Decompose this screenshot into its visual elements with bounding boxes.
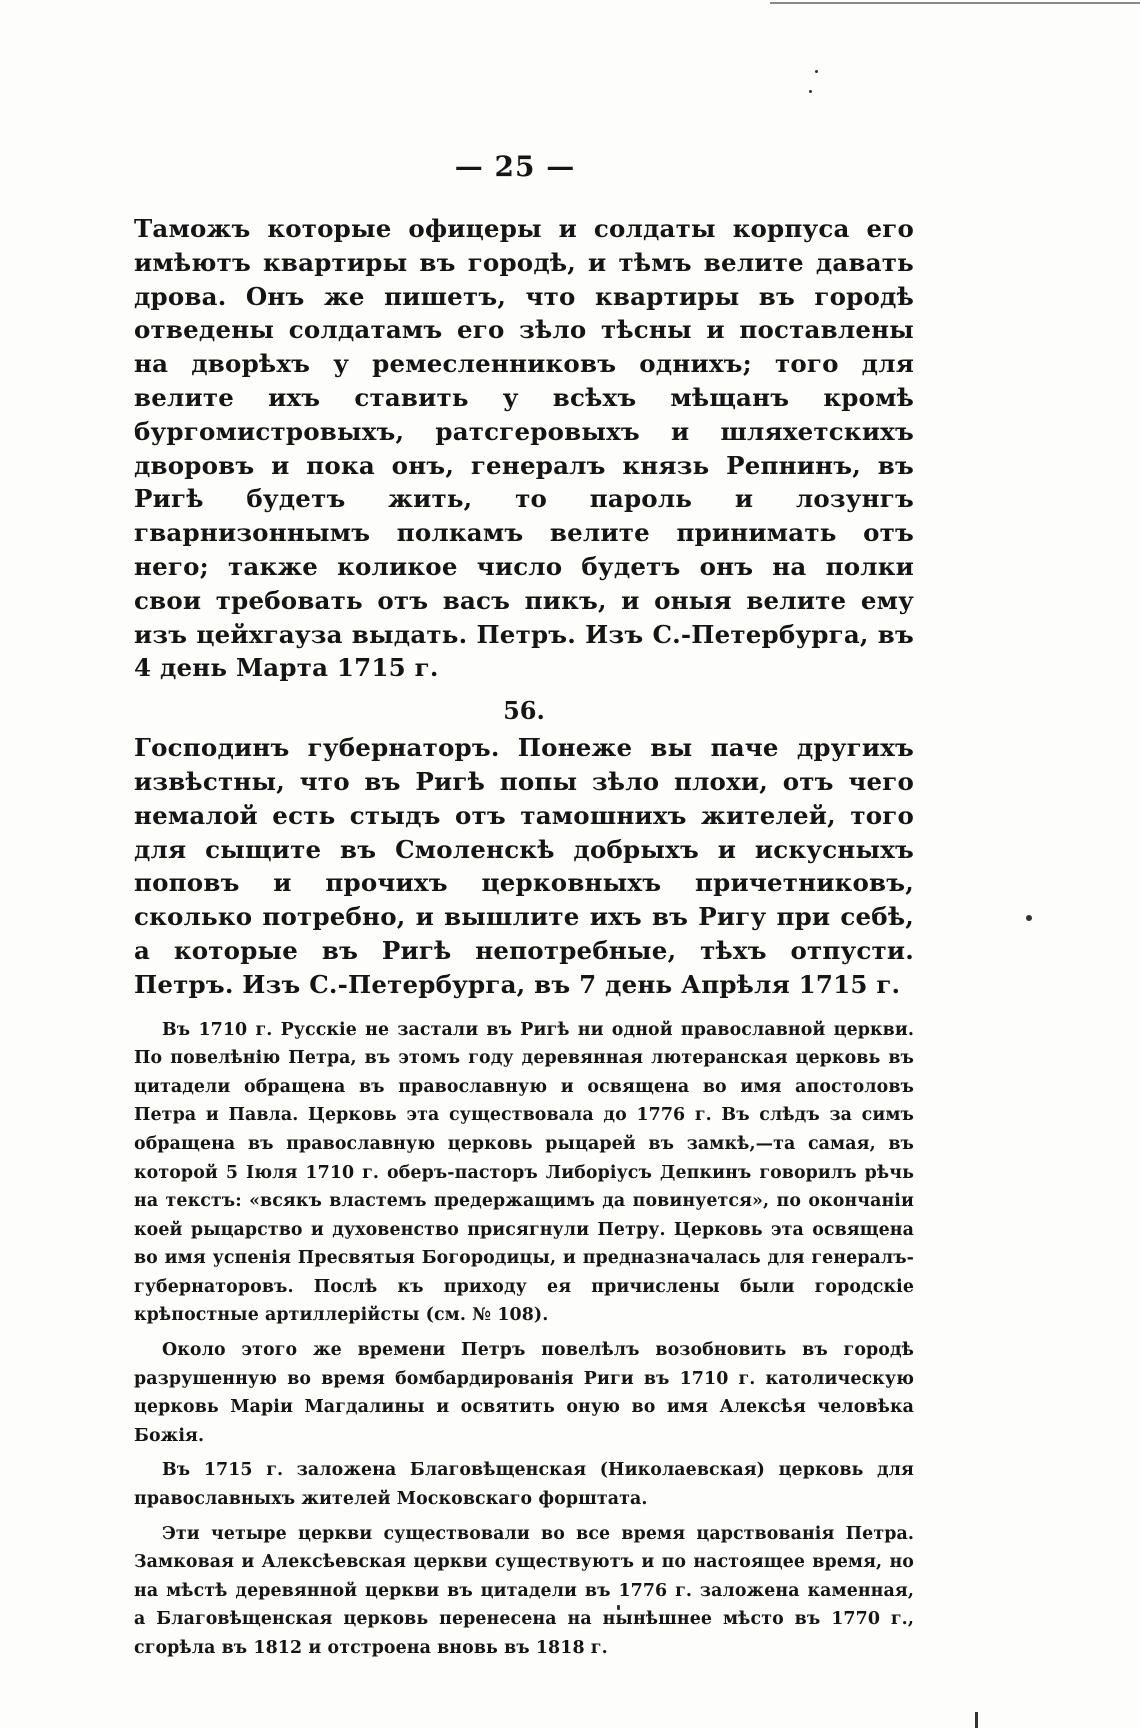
main-text <box>134 212 914 1669</box>
scan-edge-line <box>770 2 1140 4</box>
page-number: — 25 — <box>454 150 576 183</box>
footnote: Въ 1715 г. заложена Благовѣщенская (Николаевская) церковь для православныхъ жителей Московскаго форштата. <box>134 1460 914 1510</box>
scan-speck <box>809 90 812 93</box>
footnotes <box>134 1016 914 1663</box>
footnote: Въ 1710 г. Русскіе не застали въ Ригѣ ни одной православной церкви. По повелѣнію Петра, въ этомъ году деревянная лютеранская церковь въ цитадели обращена въ православную и освящена во имя апостоловъ Петра и Павла. Церковь эта существовала до 1776 г. Въ слѣдъ за симъ обращена въ православную церковь рыцарей въ замкѣ,—та самая, въ которой 5 Іюля 1710 г. оберъ-пасторъ Либоріусъ Депкинъ говорилъ рѣчь на текстъ: «всякъ властемъ предержащимъ да повинуется», по окончаніи коей рыцарство и духовенство присягнули Петру. Церковь эта освящена во имя успенія Пресвятыя Богородицы, и предназначалась для генералъ-губернаторовъ. Послѣ къ приходу ея причислены были городскіе крѣпостные артиллерійсты (см. № 108). <box>134 1019 914 1326</box>
scan-speck <box>1026 915 1032 921</box>
body-paragraph: Таможъ которые офицеры и солдаты корпуса его имѣютъ квартиры въ городѣ, и тѣмъ велите давать дрова. Онъ же пишетъ, что квартиры въ городѣ отведены солдатамъ его зѣло тѣсны и поставлены на дворѣхъ у ремесленниковъ однихъ; того для велите ихъ ставить у всѣхъ мѣщанъ кромѣ бургомистровыхъ, ратсгеровыхъ и шляхетскихъ дворовъ и пока онъ, генералъ князь Репнинъ, въ Ригѣ будетъ жить, то пароль и лозунгъ гварнизоннымъ полкамъ велите принимать отъ него; также коликое число будетъ онъ на полки свои требовать отъ васъ пикъ, и оныя велите ему изъ цейхгауза выдать. Петръ. Изъ С.-Петербурга, въ 4 день Марта 1715 г. <box>134 214 914 683</box>
footnote: Около этого же времени Петръ повелѣлъ возобновить въ городѣ разрушенную во время бомбардированія Риги въ 1710 г. католическую церковь Маріи Магдалины и освятить оную во имя Алексѣя человѣка Божія. <box>134 1340 914 1446</box>
letter-number: 56. <box>503 696 545 726</box>
body-paragraph: Господинъ губернаторъ. Понеже вы паче другихъ извѣстны, что въ Ригѣ попы зѣло плохи, отъ чего немалой есть стыдъ отъ тамошнихъ жителей, того для сыщите въ Смоленскѣ добрыхъ и искусныхъ поповъ и прочихъ церковныхъ причетниковъ, сколько потребно, и вышлите ихъ въ Ригу при себѣ, а которые въ Ригѣ непотребные, тѣхъ отпусти. Петръ. Изъ С.-Петербурга, въ 7 день Апрѣля 1715 г. <box>134 733 914 999</box>
scan-speck <box>815 70 818 73</box>
footnote: Эти четыре церкви существовали во все время царствованія Петра. Замковая и Алексѣевская церкви существуютъ и по настоящее время, но на мѣстѣ деревянной церкви въ цитадели въ 1776 г. заложена каменная, а Благовѣщенская церковь перенесена на нынѣшнее мѣсто въ 1770 г., сгорѣла въ 1812 и отстроена вновь въ 1818 г. <box>134 1523 914 1658</box>
scan-speck <box>975 1712 978 1728</box>
